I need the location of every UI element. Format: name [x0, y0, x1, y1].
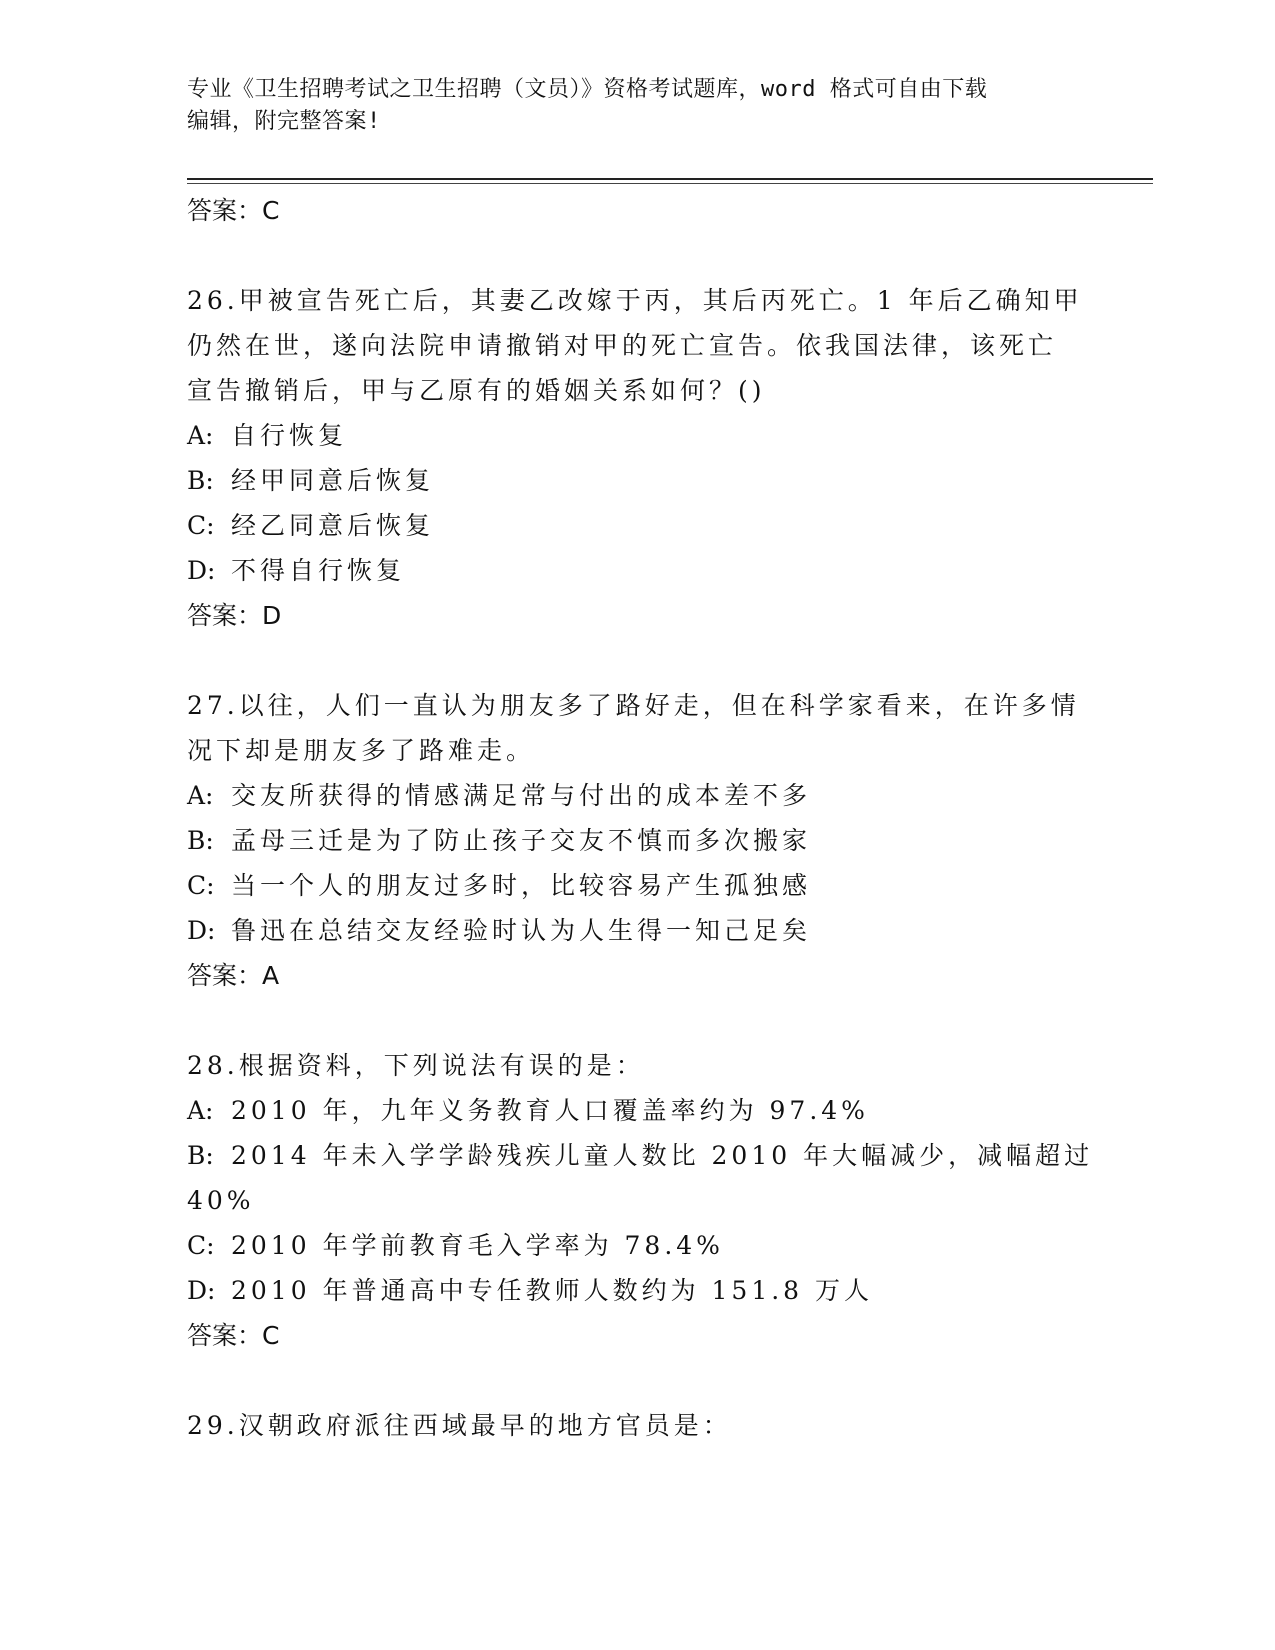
- question-text-line: 况下却是朋友多了路难走。: [187, 736, 536, 765]
- question-block: [187, 1043, 1094, 1358]
- question-text-line: 29.汉朝政府派往西域最早的地方官员是：: [187, 1411, 732, 1440]
- option-key: C:: [187, 511, 215, 540]
- option-d: [187, 908, 1087, 953]
- option-b: [187, 458, 1087, 503]
- question-text-line: 27.以往，人们一直认为朋友多了路好走，但在科学家看来，在许多情: [187, 691, 1080, 720]
- option-b-continuation: 40%: [187, 1186, 255, 1215]
- question-list: [187, 188, 1094, 1448]
- option-b: [187, 1133, 1094, 1178]
- option-text: 自行恢复: [231, 421, 348, 450]
- option-text: 2010 年学前教育毛入学率为 78.4%: [231, 1231, 724, 1260]
- answer-line: 答案：D: [187, 601, 282, 630]
- option-key: B:: [187, 1141, 214, 1170]
- option-key: D:: [187, 916, 216, 945]
- option-a: [187, 1088, 1087, 1133]
- spacer: [187, 998, 1087, 1043]
- option-text: 当一个人的朋友过多时，比较容易产生孤独感: [231, 871, 812, 900]
- header-divider-thick: [187, 178, 1153, 180]
- spacer: [187, 233, 1087, 278]
- option-key: D:: [187, 1276, 216, 1305]
- option-key: C:: [187, 1231, 215, 1260]
- option-key: A:: [187, 421, 214, 450]
- option-key: A:: [187, 781, 214, 810]
- question-text-line: 仍然在世，遂向法院申请撤销对甲的死亡宣告。依我国法律，该死亡: [187, 331, 1058, 360]
- question-text-line: 26.甲被宣告死亡后，其妻乙改嫁于丙，其后丙死亡。1 年后乙确知甲: [187, 286, 1083, 315]
- document-header: [187, 74, 1067, 138]
- option-key: C:: [187, 871, 215, 900]
- answer-line: 答案：A: [187, 961, 280, 990]
- option-text: 2010 年，九年义务教育人口覆盖率约为 97.4%: [231, 1096, 869, 1125]
- option-text: 鲁迅在总结交友经验时认为人生得一知己足矣: [231, 916, 812, 945]
- option-c: [187, 503, 1087, 548]
- spacer: [187, 638, 1087, 683]
- option-text: 不得自行恢复: [231, 556, 406, 585]
- question-block: [187, 1403, 1087, 1448]
- option-text: 经乙同意后恢复: [231, 511, 435, 540]
- option-c: [187, 863, 1087, 908]
- option-key: B:: [187, 466, 214, 495]
- header-line-1: 专业《卫生招聘考试之卫生招聘（文员）》资格考试题库，word 格式可自由下载: [187, 77, 988, 102]
- option-text: 2010 年普通高中专任教师人数约为 151.8 万人: [231, 1276, 874, 1305]
- question-text-line: 28.根据资料，下列说法有误的是：: [187, 1051, 645, 1080]
- header-line-2: 编辑，附完整答案!: [187, 109, 381, 134]
- question-block: [187, 278, 1087, 638]
- option-c: [187, 1223, 1087, 1268]
- option-key: A:: [187, 1096, 214, 1125]
- option-a: [187, 773, 1087, 818]
- spacer: [187, 1358, 1087, 1403]
- question-text-line: 宣告撤销后，甲与乙原有的婚姻关系如何？(): [187, 376, 766, 405]
- option-d: [187, 1268, 1087, 1313]
- option-d: [187, 548, 1087, 593]
- option-b: [187, 818, 1087, 863]
- option-text: 交友所获得的情感满足常与付出的成本差不多: [231, 781, 812, 810]
- answer-line: 答案：C: [187, 1321, 280, 1350]
- answer-line: 答案：C: [187, 196, 280, 225]
- option-text: 孟母三迁是为了防止孩子交友不慎而多次搬家: [231, 826, 812, 855]
- option-key: B:: [187, 826, 214, 855]
- option-text: 经甲同意后恢复: [231, 466, 435, 495]
- option-text: 2014 年未入学学龄残疾儿童人数比 2010 年大幅减少，减幅超过: [231, 1141, 1094, 1170]
- option-key: D:: [187, 556, 216, 585]
- option-a: [187, 413, 1087, 458]
- question-block: [187, 683, 1087, 998]
- header-divider-thin: [187, 183, 1153, 184]
